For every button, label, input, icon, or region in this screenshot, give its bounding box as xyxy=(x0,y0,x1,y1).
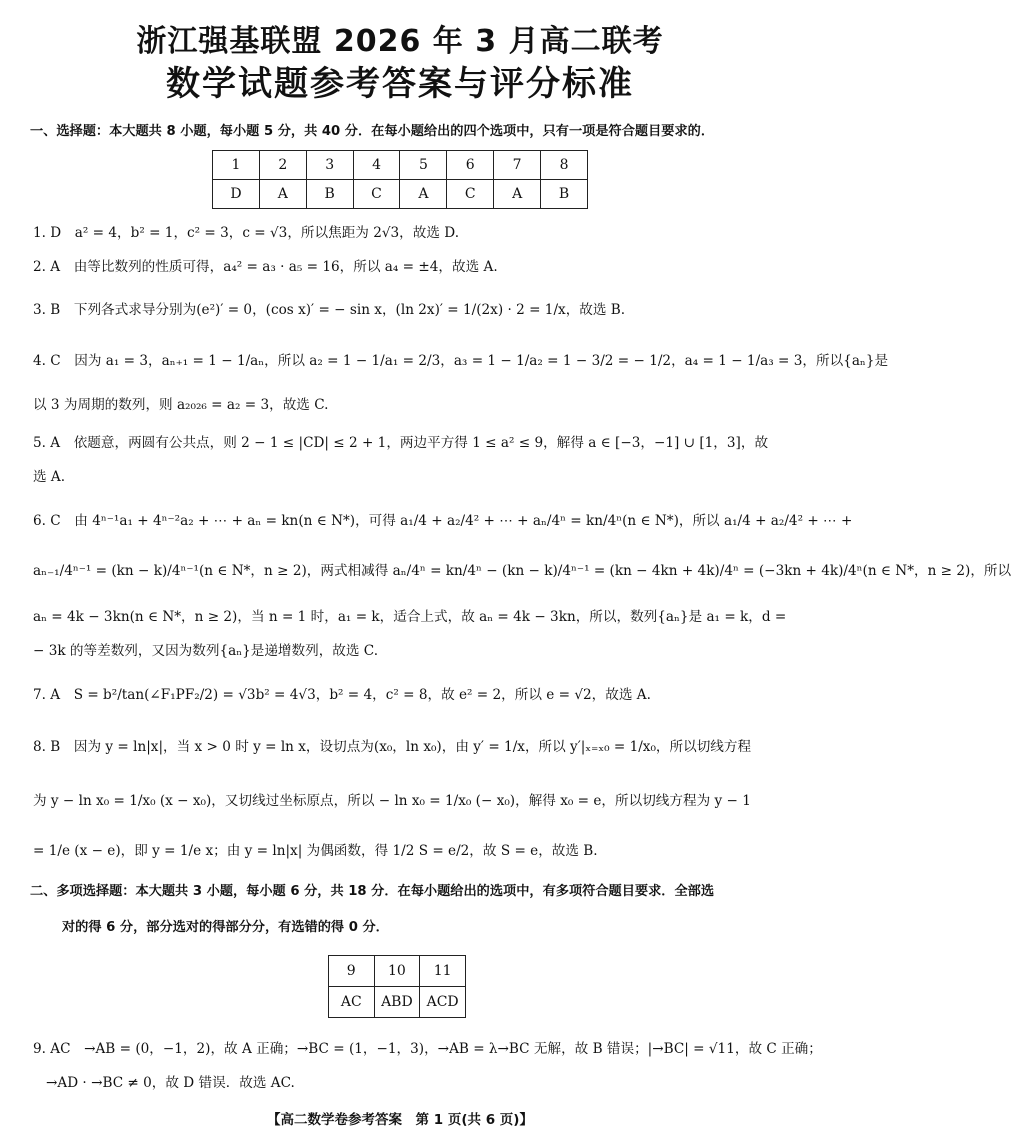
table-cell: A xyxy=(400,180,447,209)
table-cell: ACD xyxy=(420,987,466,1018)
table-cell: 11 xyxy=(420,956,466,987)
table-answer-row xyxy=(329,987,466,1018)
exam-title: 浙江强基联盟 2026 年 3 月高二联考 xyxy=(136,24,664,59)
solution-line: − 3k 的等差数列，又因为数列{aₙ}是递增数列，故选 C. xyxy=(33,643,379,659)
solution-line: aₙ = 4k − 3kn(n ∈ N*，n ≥ 2)，当 n = 1 时，a₁ = k，适合上式，故 aₙ = 4k − 3kn，所以，数列{aₙ}是 a₁ = k，d = xyxy=(33,609,787,625)
solution-line: 选 A. xyxy=(33,469,66,485)
answer-table-multi-choice xyxy=(328,955,466,1018)
table-cell: 10 xyxy=(374,956,420,987)
solution-line: 5. A 依题意，两圆有公共点，则 2 − 1 ≤ |CD| ≤ 2 + 1，两边平方得 1 ≤ a² ≤ 9，解得 a ∈ [−3，−1] ∪ [1，3]，故 xyxy=(33,435,769,451)
table-cell: B xyxy=(306,180,353,209)
table-header-row xyxy=(329,956,466,987)
solution-line: aₙ₋₁/4ⁿ⁻¹ = (kn − k)/4ⁿ⁻¹(n ∈ N*，n ≥ 2)，两式相减得 aₙ/4ⁿ = kn/4ⁿ − (kn − k)/4ⁿ⁻¹ = (kn − 4kn + 4k)/4ⁿ = (−3kn + 4k)/4ⁿ(n ∈ N*，n ≥ 2)，所以 xyxy=(33,563,1011,579)
table-cell: 6 xyxy=(447,151,494,180)
section2-heading-cont: 对的得 6 分，部分选对的得部分分，有选错的得 0 分． xyxy=(62,920,389,935)
table-cell: 1 xyxy=(213,151,260,180)
table-cell: 8 xyxy=(541,151,588,180)
solution-line: →AD · →BC ≠ 0，故 D 错误．故选 AC. xyxy=(46,1075,295,1091)
table-cell: A xyxy=(259,180,306,209)
solution-line: 9. AC →AB = (0，−1，2)，故 A 正确；→BC = (1，−1，3)，→AB = λ→BC 无解，故 B 错误；|→BC| = √11，故 C 正确； xyxy=(33,1041,822,1057)
table-answer-row xyxy=(213,180,588,209)
table-cell: C xyxy=(353,180,400,209)
table-cell: 9 xyxy=(329,956,375,987)
table-cell: B xyxy=(541,180,588,209)
table-cell: 3 xyxy=(306,151,353,180)
answer-table-single-choice xyxy=(212,150,588,209)
section1-heading: 一、选择题：本大题共 8 小题，每小题 5 分，共 40 分．在每小题给出的四个选项中，只有一项是符合题目要求的． xyxy=(30,124,715,139)
table-cell: 5 xyxy=(400,151,447,180)
table-cell: C xyxy=(447,180,494,209)
table-cell: AC xyxy=(329,987,375,1018)
solution-line: = 1/e (x − e)，即 y = 1/e x；由 y = ln|x| 为偶函数，得 1/2 S = e/2，故 S = e，故选 B. xyxy=(33,843,598,859)
table-header-row xyxy=(213,151,588,180)
solution-line: 8. B 因为 y = ln|x|，当 x > 0 时 y = ln x，设切点为(x₀，ln x₀)，由 y′ = 1/x，所以 y′|ₓ₌ₓ₀ = 1/x₀，所以切线方程 xyxy=(33,739,752,755)
solution-line: 1. D a² = 4，b² = 1，c² = 3，c = √3，所以焦距为 2√3，故选 D. xyxy=(33,225,460,241)
table-cell: D xyxy=(213,180,260,209)
page-footer: 【高二数学卷参考答案 第 1 页(共 6 页)】 xyxy=(267,1112,533,1128)
solution-line: 以 3 为周期的数列，则 a₂₀₂₆ = a₂ = 3，故选 C. xyxy=(33,397,329,413)
solution-line: 7. A S = b²/tan(∠F₁PF₂/2) = √3b² = 4√3，b² = 4，c² = 8，故 e² = 2，所以 e = √2，故选 A. xyxy=(33,687,651,703)
table-cell: A xyxy=(494,180,541,209)
solution-line: 4. C 因为 a₁ = 3，aₙ₊₁ = 1 − 1/aₙ，所以 a₂ = 1 − 1/a₁ = 2/3，a₃ = 1 − 1/a₂ = 1 − 3/2 = − 1/2，a₄ = 1 − 1/a₃ = 3，所以{aₙ}是 xyxy=(33,353,889,369)
solution-line: 6. C 由 4ⁿ⁻¹a₁ + 4ⁿ⁻²a₂ + ⋯ + aₙ = kn(n ∈ N*)，可得 a₁/4 + a₂/4² + ⋯ + aₙ/4ⁿ = kn/4ⁿ(n ∈ N*)，所以 a₁/4 + a₂/4² + ⋯ + xyxy=(33,513,853,529)
section2-heading: 二、多项选择题：本大题共 3 小题，每小题 6 分，共 18 分．在每小题给出的选项中，有多项符合题目要求．全部选 xyxy=(30,884,715,899)
solution-line: 3. B 下列各式求导分别为(e²)′ = 0，(cos x)′ = − sin x，(ln 2x)′ = 1/(2x) · 2 = 1/x，故选 B. xyxy=(33,302,626,318)
solution-line: 2. A 由等比数列的性质可得，a₄² = a₃ · a₅ = 16，所以 a₄ = ±4，故选 A. xyxy=(33,259,498,275)
table-cell: 4 xyxy=(353,151,400,180)
table-cell: ABD xyxy=(374,987,420,1018)
table-cell: 2 xyxy=(259,151,306,180)
solution-line: 为 y − ln x₀ = 1/x₀ (x − x₀)，又切线过坐标原点，所以 − ln x₀ = 1/x₀ (− x₀)，解得 x₀ = e，所以切线方程为 y − 1 xyxy=(33,793,751,809)
document-title: 数学试题参考答案与评分标准 xyxy=(166,64,634,104)
table-cell: 7 xyxy=(494,151,541,180)
